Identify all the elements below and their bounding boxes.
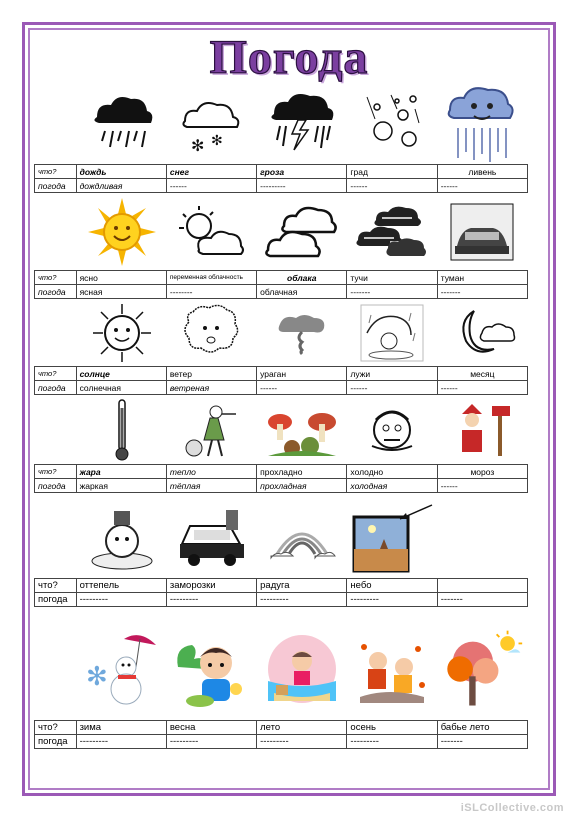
question-label: что? [35, 367, 77, 381]
dark-clouds-icon [350, 194, 434, 270]
winter-snowman-icon [80, 618, 164, 720]
noun-cell: переменная облачность [166, 271, 256, 285]
noun-cell: небо [347, 579, 437, 593]
word-table [34, 720, 528, 749]
adjective-cell[interactable]: дождливая [76, 179, 166, 193]
noun-cell: ясно [76, 271, 166, 285]
noun-cell: гроза [257, 165, 347, 179]
weather-row-clear [34, 194, 528, 299]
page-title: Погода [209, 31, 369, 84]
adjective-cell[interactable]: --------- [257, 179, 347, 193]
frozen-car-icon [170, 500, 254, 578]
noun-cell: снег [166, 165, 256, 179]
noun-cell: осень [347, 721, 437, 735]
hurricane-icon [260, 300, 344, 366]
adjective-cell[interactable]: ветреная [166, 381, 256, 395]
cool-forest-icon [260, 396, 344, 464]
noun-cell: солнце [76, 367, 166, 381]
frost-santa-icon [440, 396, 524, 464]
noun-cell: туман [437, 271, 527, 285]
spring-child-icon [170, 618, 254, 720]
word-table [34, 164, 528, 193]
noun-cell[interactable] [437, 579, 527, 593]
adjective-cell[interactable]: ------ [347, 179, 437, 193]
weather-row-thaw [34, 500, 528, 607]
adjective-cell[interactable]: облачная [257, 285, 347, 299]
adjective-cell[interactable]: --------- [257, 593, 347, 607]
cold-face-icon [350, 396, 434, 464]
word-table [34, 366, 528, 395]
wind-face-icon [170, 300, 254, 366]
svg-text:✻: ✻ [211, 132, 223, 148]
adjective-cell[interactable]: тёплая [166, 479, 256, 493]
svg-text:✻: ✻ [86, 661, 108, 691]
noun-cell: весна [166, 721, 256, 735]
adjective-cell[interactable]: ------- [437, 285, 527, 299]
weather-label: погода [35, 593, 77, 607]
adjective-cell[interactable]: жаркая [76, 479, 166, 493]
moon-icon [440, 300, 524, 366]
word-table [34, 270, 528, 299]
adjective-cell[interactable]: --------- [166, 593, 256, 607]
fog-car-icon [440, 194, 524, 270]
question-label: что? [35, 271, 77, 285]
adjective-cell[interactable]: --------- [166, 735, 256, 749]
rainbow-icon [260, 500, 344, 578]
adjective-cell[interactable]: --------- [347, 735, 437, 749]
adjective-cell[interactable]: холодная [347, 479, 437, 493]
noun-cell: прохладно [257, 465, 347, 479]
partly-cloudy-icon [170, 194, 254, 270]
noun-cell: заморозки [166, 579, 256, 593]
noun-cell: ураган [257, 367, 347, 381]
autumn-children-icon [350, 618, 434, 720]
adjective-cell[interactable]: ------ [166, 179, 256, 193]
weather-label: погода [35, 479, 77, 493]
rain-cloud-icon [80, 80, 164, 164]
svg-text:✻: ✻ [191, 138, 205, 155]
adjective-cell[interactable]: ------ [437, 381, 527, 395]
snow-cloud-icon [170, 80, 254, 164]
adjective-cell[interactable]: солнечная [76, 381, 166, 395]
adjective-cell[interactable]: ясная [76, 285, 166, 299]
warm-girl-icon [170, 396, 254, 464]
adjective-cell[interactable]: --------- [257, 735, 347, 749]
adjective-cell[interactable]: --------- [76, 735, 166, 749]
noun-cell: мороз [437, 465, 527, 479]
noun-cell: месяц [437, 367, 527, 381]
weather-label: погода [35, 285, 77, 299]
noun-cell: дождь [76, 165, 166, 179]
noun-cell: тепло [166, 465, 256, 479]
question-label: что? [35, 721, 77, 735]
weather-label: погода [35, 735, 77, 749]
sky-icon [350, 500, 434, 578]
adjective-cell[interactable]: -------- [166, 285, 256, 299]
noun-cell: ливень [437, 165, 527, 179]
word-table [34, 464, 528, 493]
adjective-cell[interactable]: ------ [437, 479, 527, 493]
adjective-cell[interactable]: ------ [437, 179, 527, 193]
noun-cell: ветер [166, 367, 256, 381]
noun-cell: лето [257, 721, 347, 735]
weather-row-rain [34, 80, 528, 193]
noun-cell: град [347, 165, 437, 179]
noun-cell: радуга [257, 579, 347, 593]
noun-cell: облака [257, 271, 347, 285]
noun-cell: бабье лето [437, 721, 527, 735]
sun-face-icon [80, 300, 164, 366]
downpour-icon [440, 80, 524, 164]
site-watermark: iSLCollective.com [460, 802, 564, 814]
question-label: что? [35, 579, 77, 593]
adjective-cell[interactable]: прохладная [257, 479, 347, 493]
word-table [34, 578, 528, 607]
question-label: что? [35, 465, 77, 479]
summer-child-icon [260, 618, 344, 720]
adjective-cell[interactable]: ------- [437, 735, 527, 749]
noun-cell: тучи [347, 271, 437, 285]
noun-cell: оттепель [76, 579, 166, 593]
adjective-cell[interactable]: --------- [347, 593, 437, 607]
weather-row-seasons [34, 618, 528, 749]
indian-summer-tree-icon [440, 618, 524, 720]
adjective-cell[interactable]: ------- [347, 285, 437, 299]
noun-cell: жара [76, 465, 166, 479]
question-label: что? [35, 165, 77, 179]
weather-row-sun [34, 300, 528, 395]
sun-icon [80, 194, 164, 270]
weather-row-heat [34, 396, 528, 493]
hail-icon [350, 80, 434, 164]
weather-label: погода [35, 179, 77, 193]
noun-cell: зима [76, 721, 166, 735]
clouds-icon [260, 194, 344, 270]
adjective-cell[interactable]: ------- [437, 593, 527, 607]
melting-snowman-icon [80, 500, 164, 578]
noun-cell: лужи [347, 367, 437, 381]
adjective-cell[interactable]: --------- [76, 593, 166, 607]
adjective-cell[interactable]: ------ [347, 381, 437, 395]
noun-cell: холодно [347, 465, 437, 479]
thunderstorm-icon [260, 80, 344, 164]
weather-label: погода [35, 381, 77, 395]
puddle-icon [350, 300, 434, 366]
adjective-cell[interactable]: ------ [257, 381, 347, 395]
thermometer-icon [80, 396, 164, 464]
